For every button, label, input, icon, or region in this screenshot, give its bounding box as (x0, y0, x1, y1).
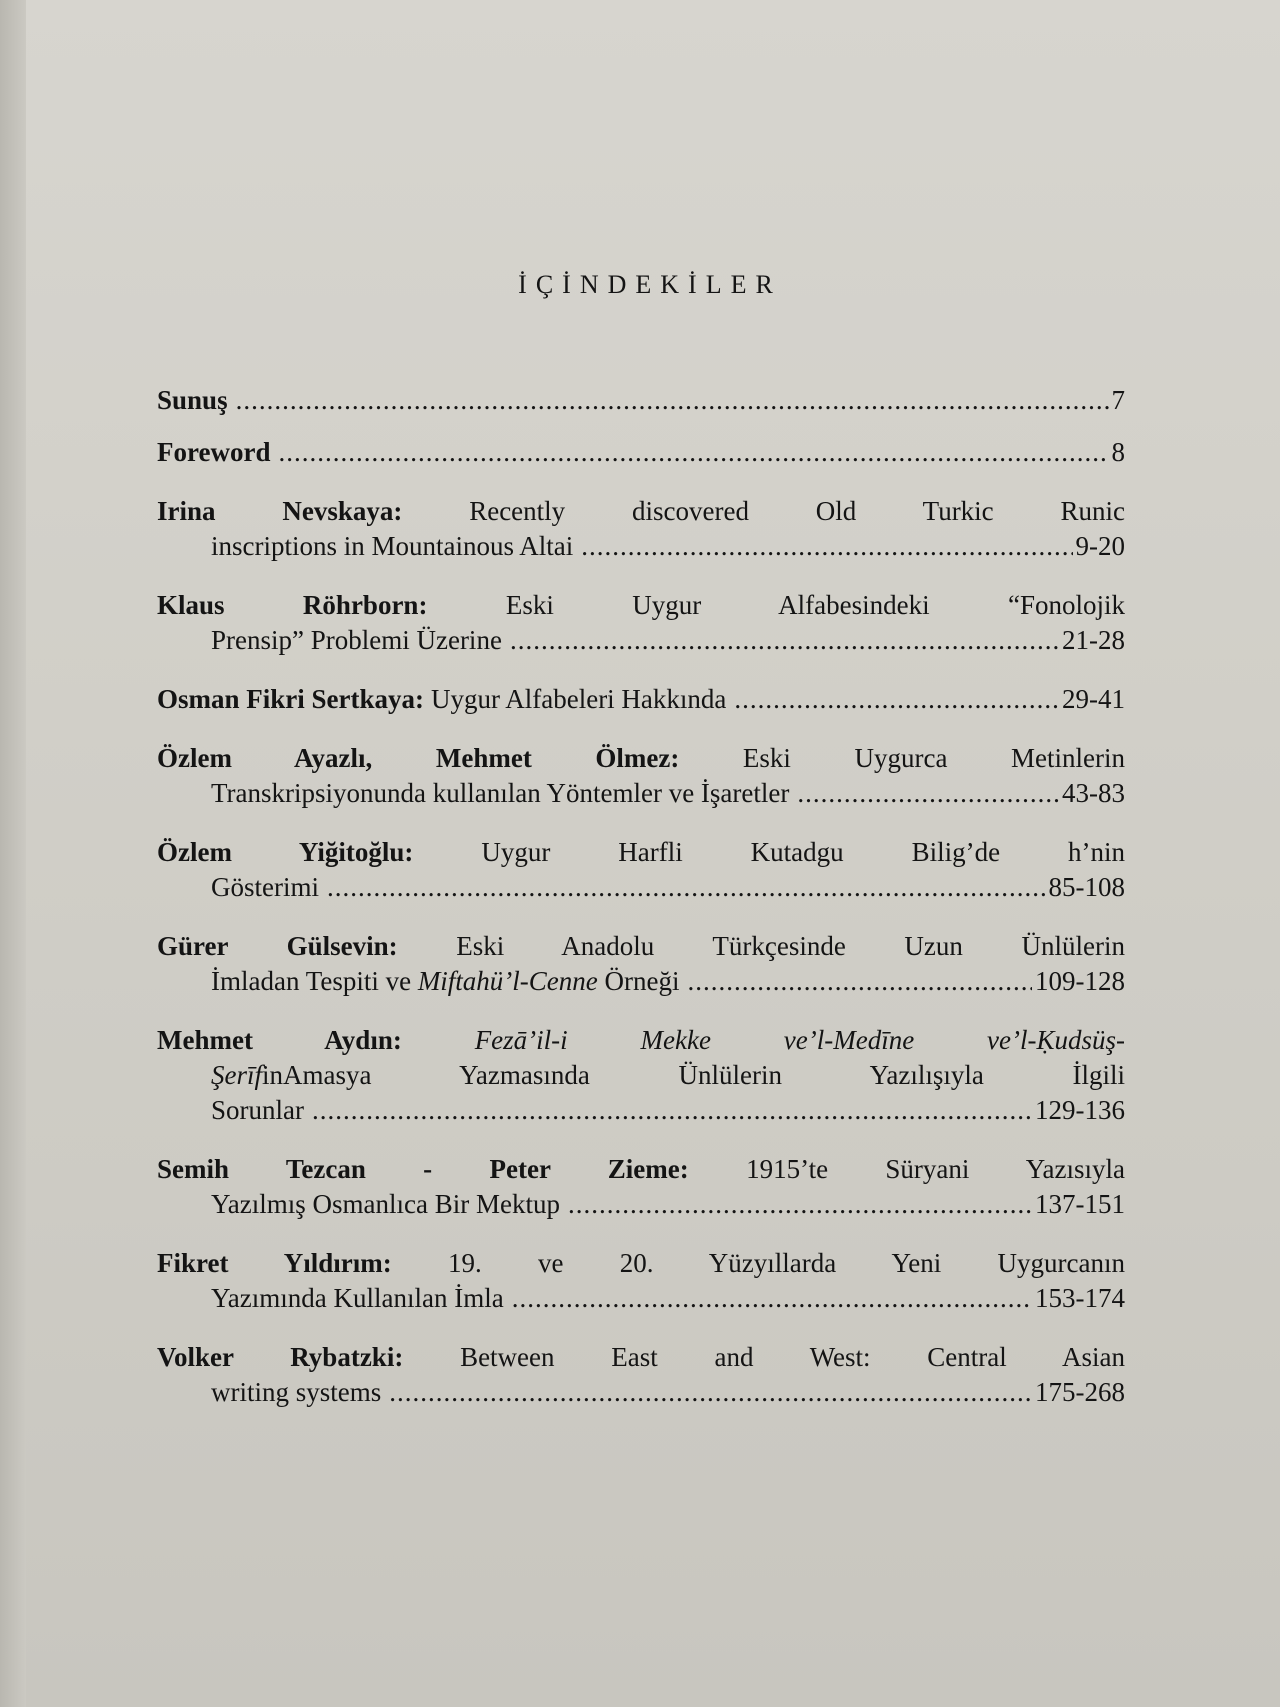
dot-leader (327, 870, 1046, 905)
page-range: 85-108 (1048, 872, 1125, 902)
entry-title-tail: Örneği (604, 966, 680, 996)
entry-first-line (157, 835, 1125, 870)
entry-title-italic: Miftahü’l-Cenne (417, 966, 598, 996)
page-title: İÇİNDEKİLER (518, 270, 782, 299)
page-range: 7 (1111, 385, 1125, 415)
entry-title-continued: Yazımında Kullanılan İmla (211, 1283, 504, 1313)
entry-title-continued: Prensip” Problemi Üzerine (211, 625, 502, 655)
toc-entry (157, 835, 1125, 905)
entry-first-line (157, 494, 1125, 529)
toc-entry (157, 1152, 1125, 1222)
dot-leader (236, 383, 1109, 418)
entry-title-italic: Fezā’il-i Mekke ve’l-Medīne ve’l-Ḳudsüş- (474, 1025, 1126, 1055)
toc-entry (157, 1246, 1125, 1316)
entry-title: Foreword (157, 437, 271, 467)
entry-author: Özlem Ayazlı, Mehmet Ölmez: (157, 743, 680, 773)
entry-title: 19. ve 20. Yüzyıllarda Yeni Uygurcanın (448, 1248, 1125, 1278)
entry-first-line (157, 1023, 1125, 1058)
entry-author: Gürer Gülsevin: (157, 931, 398, 961)
entry-author: Klaus Röhrborn: (157, 590, 428, 620)
entry-first-line (157, 1246, 1125, 1281)
entry-title: Eski Anadolu Türkçesinde Uzun Ünlülerin (456, 931, 1125, 961)
dot-leader (581, 529, 1072, 564)
toc-entry (157, 435, 1125, 470)
entry-title-continued: inscriptions in Mountainous Altai (211, 531, 574, 561)
page-range: 153-174 (1035, 1283, 1125, 1313)
entry-author: Osman Fikri Sertkaya: (157, 684, 424, 714)
dot-leader (568, 1187, 1032, 1222)
entry-title-continued: Yazılmış Osmanlıca Bir Mektup (211, 1189, 560, 1219)
entry-title: Eski Uygurca Metinlerin (742, 743, 1126, 773)
page-range: 137-151 (1035, 1189, 1125, 1219)
page-range: 175-268 (1035, 1377, 1125, 1407)
toc-entry (157, 1023, 1125, 1128)
entry-title-continued: Gösterimi (211, 872, 319, 902)
toc-entry (157, 494, 1125, 564)
entry-title: Uygur Alfabeleri Hakkında (431, 684, 727, 714)
dot-leader (389, 1375, 1032, 1410)
entry-title: Eski Uygur Alfabesindeki “Fonolojik (505, 590, 1125, 620)
toc-entry (157, 588, 1125, 658)
dot-leader (734, 682, 1059, 717)
entry-title: Sunuş (157, 385, 228, 415)
toc-entry (157, 1340, 1125, 1410)
entry-title-continued (211, 964, 680, 999)
page-range: 109-128 (1035, 966, 1125, 996)
page-range: 43-83 (1062, 778, 1125, 808)
entry-first-line (157, 741, 1125, 776)
entry-title-continued: Sorunlar (211, 1095, 304, 1125)
entry-author: Fikret Yıldırım: (157, 1248, 392, 1278)
entry-title-plain: inAmasya Yazmasında Ünlülerin Yazılışıyla İlgili (262, 1060, 1125, 1090)
dot-leader (278, 435, 1108, 470)
page-range: 129-136 (1035, 1095, 1125, 1125)
entry-title-italic: Şerīf (211, 1060, 262, 1090)
entry-author: Irina Nevskaya: (157, 496, 403, 526)
page-binding-edge (0, 0, 26, 1707)
table-of-contents (157, 383, 1125, 1434)
entry-title: Recently discovered Old Turkic Runic (469, 496, 1125, 526)
entry-first-line (157, 588, 1125, 623)
entry-author: Özlem Yiğitoğlu: (157, 837, 414, 867)
dot-leader (510, 623, 1059, 658)
entry-author: Mehmet Aydın: (157, 1025, 402, 1055)
entry-title-continued: Transkripsiyonunda kullanılan Yöntemler ve İşaretler (211, 778, 790, 808)
entry-author: Semih Tezcan - Peter Zieme: (157, 1154, 689, 1184)
page-range: 8 (1111, 437, 1125, 467)
entry-title: 1915’te Süryani Yazısıyla (746, 1154, 1125, 1184)
entry-author: Volker Rybatzki: (157, 1342, 404, 1372)
dot-leader (512, 1281, 1032, 1316)
entry-second-line (157, 1058, 1125, 1093)
entry-first-line (157, 1340, 1125, 1375)
entry-first-line (157, 929, 1125, 964)
dot-leader (688, 964, 1032, 999)
entry-title-continued: writing systems (211, 1377, 382, 1407)
entry-title: Between East and West: Central Asian (460, 1342, 1125, 1372)
page-range: 9-20 (1075, 531, 1125, 561)
entry-title-plain: İmladan Tespiti ve (211, 966, 412, 996)
toc-entry (157, 741, 1125, 811)
page-range: 21-28 (1062, 625, 1125, 655)
page-range: 29-41 (1062, 684, 1125, 714)
toc-entry (157, 929, 1125, 999)
entry-first-line (157, 1152, 1125, 1187)
entry-title: Uygur Harfli Kutadgu Bilig’de h’nin (481, 837, 1125, 867)
dot-leader (797, 776, 1059, 811)
dot-leader (312, 1093, 1032, 1128)
toc-entry (157, 383, 1125, 418)
toc-entry (157, 682, 1125, 717)
